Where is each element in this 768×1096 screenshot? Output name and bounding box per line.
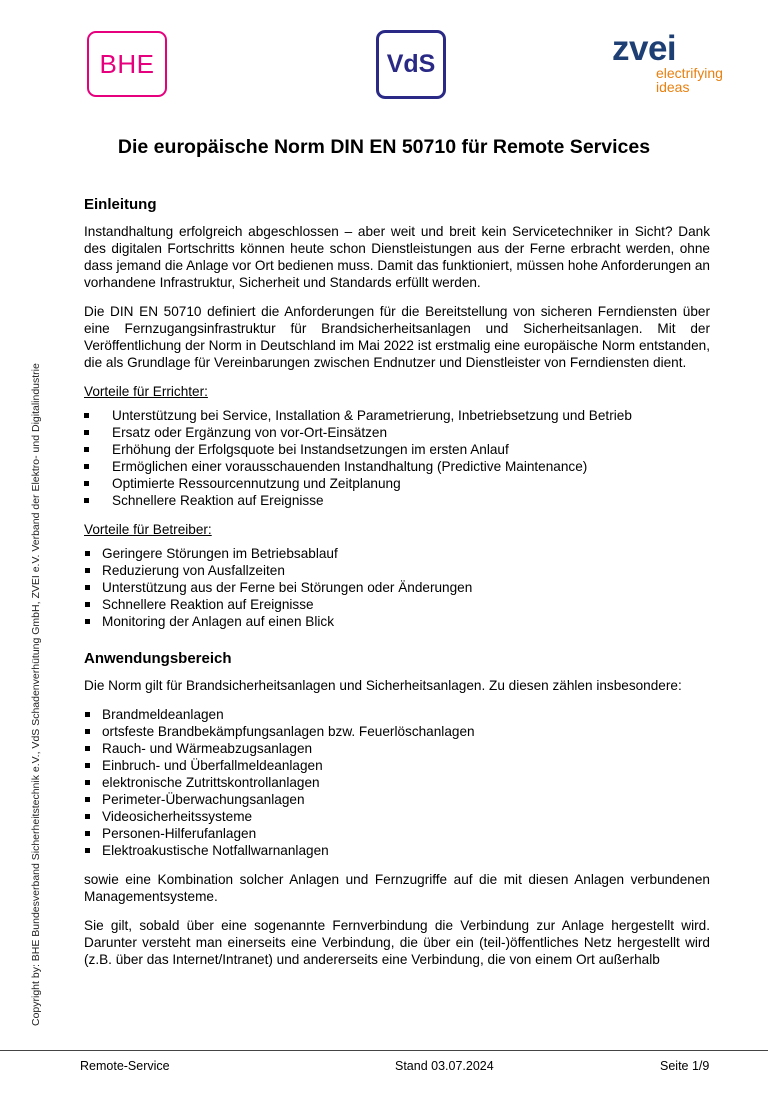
intro-paragraph-2: Die DIN EN 50710 definiert die Anforderungen für die Bereitstellung von sicheren Ferndiensten über eine Fernzugangsinfrastruktur für Brandsicherheitsanlagen und Sicherheitsanlagen. Mit der Veröffentlichung der Norm in Deutschland im Mai 2022 ist erstmalig eine europäische Norm entstanden, die als Grundlage für Vereinbarungen zwischen Endnutzer und Dienstleister von Ferndiensten dient. bbox=[84, 304, 710, 370]
list-item: Ermöglichen einer vorausschauenden Instandhaltung (Predictive Maintenance) bbox=[84, 458, 710, 475]
list-item: elektronische Zutrittskontrollanlagen bbox=[84, 774, 710, 791]
bhe-logo-text: BHE bbox=[99, 48, 155, 79]
betreiber-heading: Vorteile für Betreiber: bbox=[84, 522, 212, 537]
list-item: Brandmeldeanlagen bbox=[84, 706, 710, 723]
list-item: Unterstützung aus der Ferne bei Störungen oder Änderungen bbox=[84, 579, 710, 596]
footer-date: Stand 03.07.2024 bbox=[395, 1059, 494, 1073]
errichter-list bbox=[84, 407, 710, 509]
intro-heading: Einleitung bbox=[84, 196, 157, 213]
scope-paragraph-3: Sie gilt, sobald über eine sogenannte Fernverbindung die Verbindung zur Anlage hergestellt wird. Darunter versteht man einerseits eine Verbindung, die über ein (teil-)öffentliches Netz hergestellt wird (z.B. über das Internet/Intranet) und andererseits eine Verbindung, die von einem Ort außerhalb bbox=[84, 918, 710, 967]
list-item: Personen-Hilferufanlagen bbox=[84, 825, 710, 842]
list-item: Reduzierung von Ausfallzeiten bbox=[84, 562, 710, 579]
list-item: Erhöhung der Erfolgsquote bei Instandsetzungen im ersten Anlauf bbox=[84, 441, 710, 458]
list-item: Schnellere Reaktion auf Ereignisse bbox=[84, 596, 710, 613]
list-item: Perimeter-Überwachungsanlagen bbox=[84, 791, 710, 808]
scope-paragraph-1: Die Norm gilt für Brandsicherheitsanlagen und Sicherheitsanlagen. Zu diesen zählen insbesondere: bbox=[84, 678, 682, 693]
scope-heading: Anwendungsbereich bbox=[84, 650, 232, 667]
zvei-logo-tagline-2: ideas bbox=[656, 79, 690, 95]
scope-list bbox=[84, 706, 710, 859]
betreiber-list bbox=[84, 545, 710, 630]
list-item: Monitoring der Anlagen auf einen Blick bbox=[84, 613, 710, 630]
list-item: Rauch- und Wärmeabzugsanlagen bbox=[84, 740, 710, 757]
errichter-heading: Vorteile für Errichter: bbox=[84, 384, 208, 399]
list-item: Unterstützung bei Service, Installation & Parametrierung, Inbetriebsetzung und Betrieb bbox=[84, 407, 710, 424]
list-item: Geringere Störungen im Betriebsablauf bbox=[84, 545, 710, 562]
copyright-sidebar: Copyright by: BHE Bundesverband Sicherheitstechnik e.V., VdS Schadenverhütung GmbH, ZVEI e.V. Verband der Elektro- und Digitalindustrie bbox=[30, 363, 42, 1026]
list-item: ortsfeste Brandbekämpfungsanlagen bzw. Feuerlöschanlagen bbox=[84, 723, 710, 740]
zvei-logo bbox=[612, 29, 742, 95]
footer-left: Remote-Service bbox=[80, 1059, 170, 1073]
document-body bbox=[84, 196, 710, 980]
list-item: Schnellere Reaktion auf Ereignisse bbox=[84, 492, 710, 509]
vds-logo-text: VdS bbox=[386, 50, 436, 78]
intro-paragraph-1: Instandhaltung erfolgreich abgeschlossen – aber weit und breit kein Servicetechniker in Sicht? Dank des digitalen Fortschritts können heute schon Dienstleistungen aus der Ferne erbracht werden, ohne dass jemand die Anlage vor Ort bedienen muss. Damit das funktioniert, müssen hohe Anforderungen an vorhandene Infrastruktur, Sicherheit und Standards erfüllt werden. bbox=[84, 224, 710, 290]
list-item: Ersatz oder Ergänzung von vor-Ort-Einsätzen bbox=[84, 424, 710, 441]
footer-page-number: Seite 1/9 bbox=[660, 1059, 710, 1073]
vds-logo bbox=[376, 30, 446, 99]
bhe-logo bbox=[87, 31, 167, 97]
list-item: Videosicherheitssysteme bbox=[84, 808, 710, 825]
list-item: Optimierte Ressourcennutzung und Zeitplanung bbox=[84, 475, 710, 492]
list-item: Einbruch- und Überfallmeldeanlagen bbox=[84, 757, 710, 774]
zvei-logo-tagline-1: electrifying bbox=[656, 65, 723, 81]
list-item: Elektroakustische Notfallwarnanlagen bbox=[84, 842, 710, 859]
zvei-logo-word: zvei bbox=[612, 29, 677, 68]
footer-divider bbox=[0, 1050, 768, 1051]
document-title: Die europäische Norm DIN EN 50710 für Remote Services bbox=[117, 136, 651, 158]
scope-paragraph-2: sowie eine Kombination solcher Anlagen und Fernzugriffe auf die mit diesen Anlagen verbundenen Managementsysteme. bbox=[84, 872, 710, 904]
